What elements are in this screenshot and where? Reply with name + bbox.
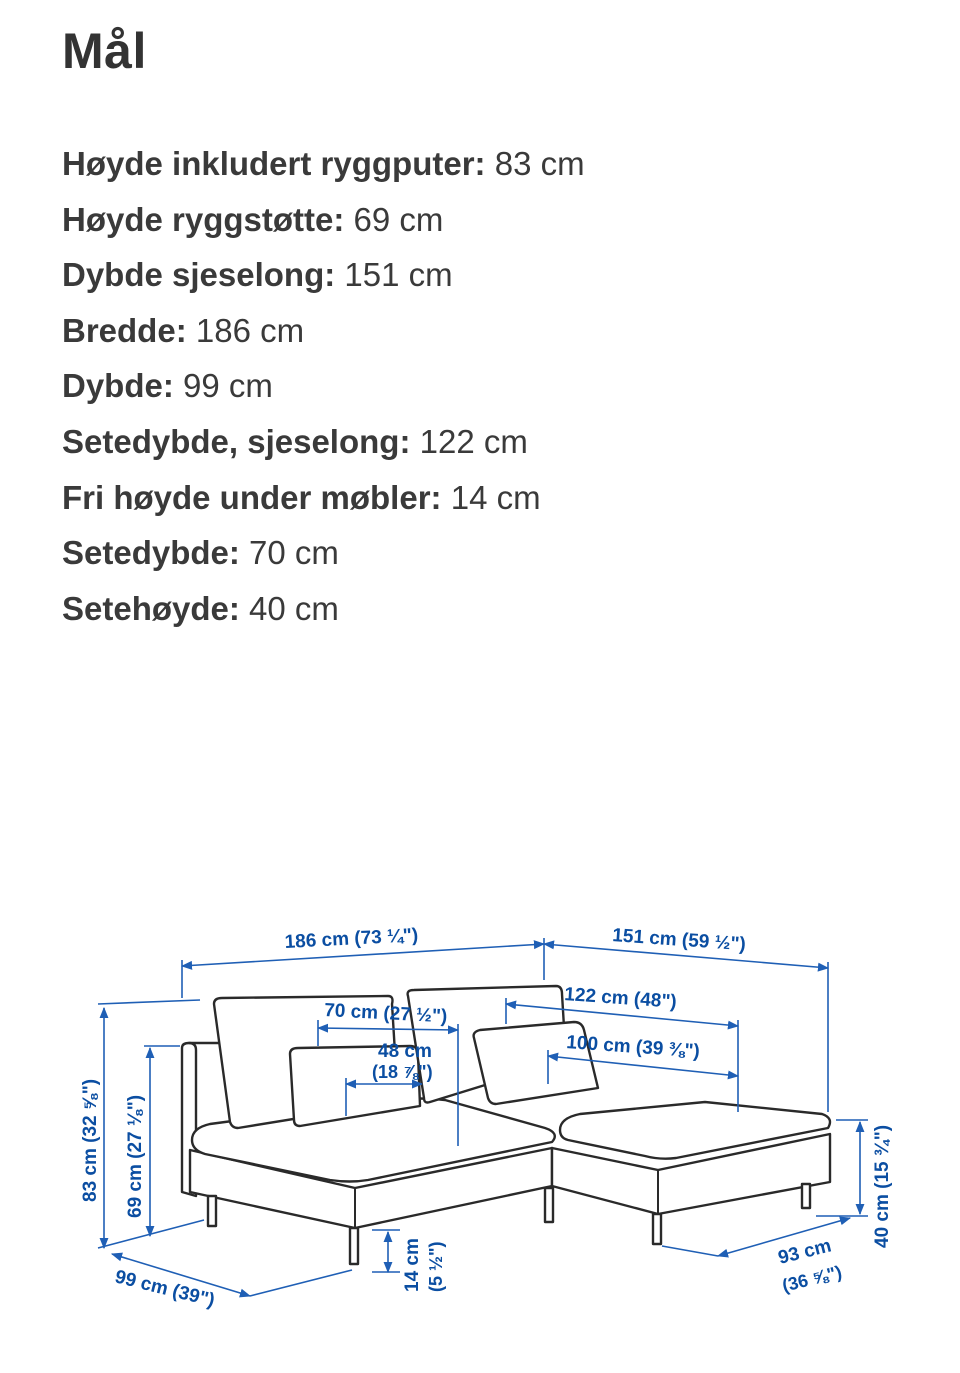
label-cushion-depth-cm: 48 cm: [378, 1041, 432, 1062]
spec-backrest-height: [62, 192, 585, 248]
label-height-back: 69 cm (27 ⅛"): [125, 1094, 146, 1218]
spec-value: 70 cm: [249, 534, 339, 572]
spec-label: Høyde inkludert ryggputer:: [62, 145, 486, 182]
spec-value: 14 cm: [450, 478, 541, 516]
page-title: Mål: [62, 23, 147, 79]
spec-value: 186 cm: [195, 311, 305, 349]
spec-depth: [62, 358, 585, 414]
sofa-illustration: [182, 986, 830, 1264]
spec-height-incl-back-cushions: [62, 136, 585, 192]
spec-chaise-depth: [62, 247, 585, 303]
label-chaise-width-cm: 93 cm: [776, 1235, 834, 1269]
spec-label: Setedybde:: [62, 534, 240, 572]
spec-label: Høyde ryggstøtte:: [62, 200, 345, 238]
spec-value: 40 cm: [249, 589, 339, 627]
spec-width: [62, 303, 585, 359]
label-chaise-width-in: (36 ⅝"): [780, 1261, 844, 1296]
spec-label: Setehøyde:: [62, 589, 240, 627]
label-clearance-in: (5 ½"): [426, 1241, 446, 1292]
spec-seat-height: [62, 581, 585, 637]
spec-clearance-under: [62, 470, 585, 526]
spec-label: Dybde:: [62, 367, 174, 405]
spec-seat-depth-chaise: [62, 414, 585, 470]
spec-label: Setedybde, sjeselong:: [62, 422, 411, 460]
label-depth: 99 cm (39"): [112, 1266, 217, 1312]
label-seat-depth: 70 cm (27 ½"): [323, 1000, 448, 1028]
label-seat-depth-chaise: 122 cm (48"): [563, 984, 678, 1013]
spec-label: Dybde sjeselong:: [62, 256, 336, 294]
spec-seat-depth: [62, 525, 585, 581]
spec-label: Bredde:: [62, 311, 187, 349]
spec-value: 69 cm: [353, 200, 444, 238]
spec-value: 151 cm: [344, 256, 453, 294]
label-chaise-depth: 151 cm (59 ½"): [611, 925, 747, 956]
dimension-list: [62, 136, 585, 636]
spec-value: 83 cm: [494, 145, 585, 182]
spec-value: 99 cm: [183, 367, 273, 405]
label-cushion-depth-in: (18 ⅞"): [372, 1062, 433, 1082]
label-cushion-depth-chaise: 100 cm (39 ⅜"): [565, 1032, 701, 1063]
label-clearance-cm: 14 cm: [402, 1238, 423, 1292]
spec-value: 122 cm: [419, 422, 528, 460]
label-seat-height: 40 cm (15 ¾"): [872, 1124, 893, 1248]
label-width-total: 186 cm (73 ¼"): [284, 925, 419, 953]
spec-label: Fri høyde under møbler:: [62, 478, 442, 516]
label-height-total: 83 cm (32 ⅝"): [80, 1078, 101, 1202]
sofa-dimension-drawing: [0, 880, 960, 1350]
